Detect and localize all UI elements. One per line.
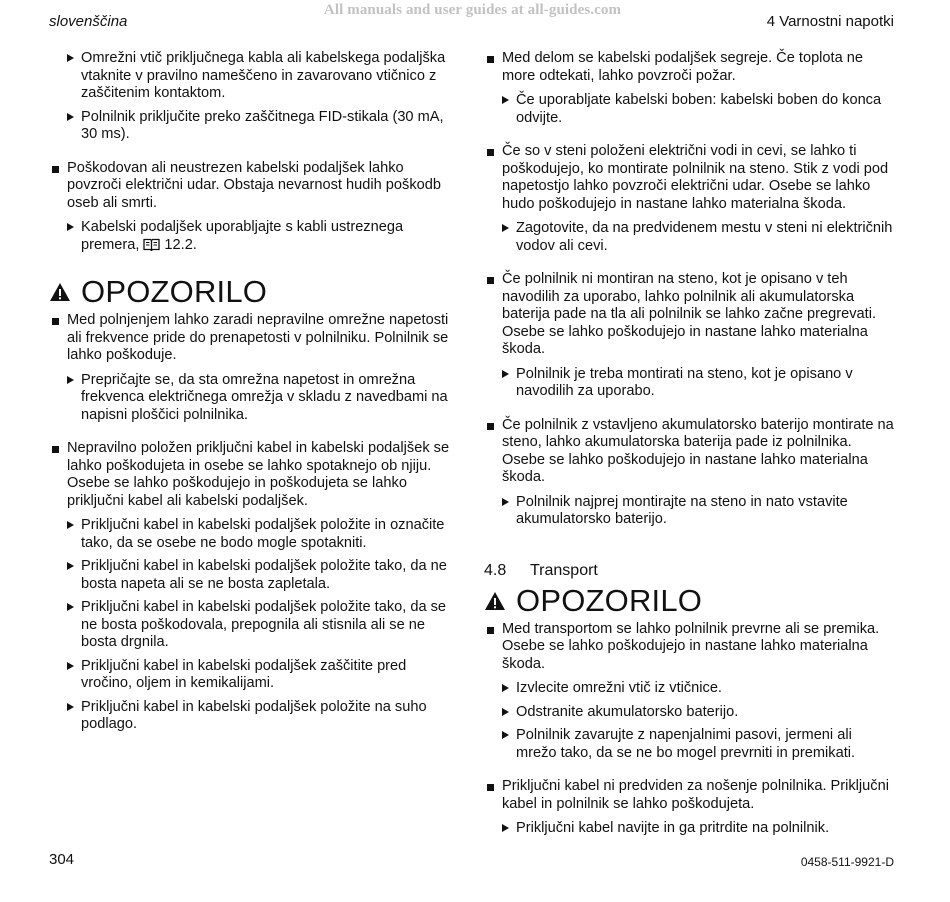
hazard-item: Nepravilno položen priključni kabel in kabelski podaljšek se lahko poškodujeta in osebe se lahko spotaknejo ob njiju. Osebe se lahko poškodujejo in poškodujeta se lahko priključni kabel ali kabelski podaljšek. xyxy=(49,440,459,510)
arrow-icon xyxy=(67,603,74,611)
action-item: Če uporabljate kabelski boben: kabelski boben do konca odvijte. xyxy=(484,92,894,127)
arrow-icon xyxy=(502,96,509,104)
action-item: Priključni kabel navijte in ga pritrdite na polnilnik. xyxy=(484,820,894,838)
header-chapter: 4 Varnostni napotki xyxy=(766,13,894,30)
arrow-icon xyxy=(67,662,74,670)
action-item: Zagotovite, da na predvidenem mestu v steni ni električnih vodov ali cevi. xyxy=(484,220,894,255)
warning-heading: OPOZORILO xyxy=(484,583,894,619)
action-item: Omrežni vtič priključnega kabla ali kabelskega podaljška vtaknite v pravilno nameščeno in zavarovano vtičnico z zaščitenim kontaktom. xyxy=(49,50,459,103)
arrow-icon xyxy=(67,703,74,711)
book-icon xyxy=(143,238,160,251)
arrow-icon xyxy=(502,824,509,832)
action-item: Priključni kabel in kabelski podaljšek položite tako, da ne bosta napeta ali se ne bosta zapletala. xyxy=(49,558,459,593)
header-language: slovenščina xyxy=(49,13,128,30)
hazard-item: Priključni kabel ni predviden za nošenje polnilnika. Priključni kabel in polnilnik se lahko poškodujeta. xyxy=(484,778,894,813)
action-item: Priključni kabel in kabelski podaljšek položite in označite tako, da se osebe ne bodo mogle spotakniti. xyxy=(49,517,459,552)
action-item: Priključni kabel in kabelski podaljšek položite na suho podlago. xyxy=(49,699,459,734)
section-title: Transport xyxy=(530,561,598,579)
action-item: Priključni kabel in kabelski podaljšek zaščitite pred vročino, oljem in kemikalijami. xyxy=(49,658,459,693)
action-item: Prepričajte se, da sta omrežna napetost in omrežna frekvenca električnega omrežja v skladu z navedbami na napisni ploščici polnilnika. xyxy=(49,372,459,425)
arrow-icon xyxy=(67,223,74,231)
action-item: Polnilnik je treba montirati na steno, kot je opisano v navodilih za uporabo. xyxy=(484,366,894,401)
section-number: 4.8 xyxy=(484,561,507,579)
arrow-icon xyxy=(67,376,74,384)
hazard-item: Med polnjenjem lahko zaradi nepravilne omrežne napetosti ali frekvence pride do prenapetosti v polnilniku. Polnilnik se lahko poškoduje. xyxy=(49,312,459,365)
arrow-icon xyxy=(502,684,509,692)
warning-heading: OPOZORILO xyxy=(49,274,459,310)
section-heading xyxy=(484,561,894,581)
action-item: Odstranite akumulatorsko baterijo. xyxy=(484,704,894,722)
arrow-icon xyxy=(502,370,509,378)
arrow-icon xyxy=(67,521,74,529)
watermark: All manuals and user guides at all-guides.com xyxy=(323,2,622,18)
arrow-icon xyxy=(67,113,74,121)
right-column xyxy=(484,50,894,844)
hazard-item: Med transportom se lahko polnilnik prevrne ali se premika. Osebe se lahko poškodujejo in nastane lahko materialna škoda. xyxy=(484,621,894,674)
arrow-icon xyxy=(502,498,509,506)
arrow-icon xyxy=(502,731,509,739)
hazard-item: Če polnilnik ni montiran na steno, kot je opisano v teh navodilih za uporabo, lahko polnilnik ali akumulatorska baterija pade na tla ali polnilnik se lahko začne pregrevati. Osebe se lahko poškodujejo in nastane lahko materialna škoda. xyxy=(484,271,894,359)
action-item: Polnilnik priključite preko zaščitnega FID-stikala (30 mA, 30 ms). xyxy=(49,109,459,144)
left-column xyxy=(49,50,459,740)
warning-triangle-icon xyxy=(484,591,506,611)
hazard-item: Med delom se kabelski podaljšek segreje. Če toplota ne more odtekati, lahko povzroči požar. xyxy=(484,50,894,85)
arrow-icon xyxy=(502,224,509,232)
chapter-reference: 12.2. xyxy=(164,236,197,253)
action-item: Polnilnik najprej montirajte na steno in nato vstavite akumulatorsko baterijo. xyxy=(484,494,894,529)
action-item: Polnilnik zavarujte z napenjalnimi pasovi, jermeni ali mrežo tako, da se ne bo mogel prevrniti in premikati. xyxy=(484,727,894,762)
page-number: 304 xyxy=(49,851,75,868)
hazard-item: Če so v steni položeni električni vodi in cevi, se lahko ti poškodujejo, ko montirate polnilnik na steno. Stik z vodi pod napetostjo lahko povzroči električni udar. Osebe se lahko hudo poškodujejo in nastane lahko materialna škoda. xyxy=(484,143,894,213)
arrow-icon xyxy=(67,562,74,570)
arrow-icon xyxy=(67,54,74,62)
action-item: Kabelski podaljšek uporabljajte s kabli ustreznega premera, 12.2. xyxy=(49,219,459,254)
warning-triangle-icon xyxy=(49,282,71,302)
document-code: 0458-511-9921-D xyxy=(800,855,894,869)
action-item: Priključni kabel in kabelski podaljšek položite tako, da se ne bosta poškodovala, prepognila ali stisnila ali se ne bosta drgnila. xyxy=(49,599,459,652)
hazard-item: Če polnilnik z vstavljeno akumulatorsko baterijo montirate na steno, lahko akumulatorska baterija pade iz polnilnika. Osebe se lahko poškodujejo in nastane lahko materialna škoda. xyxy=(484,417,894,487)
arrow-icon xyxy=(502,708,509,716)
hazard-item: Poškodovan ali neustrezen kabelski podaljšek lahko povzroči električni udar. Obstaja nevarnost hudih poškodb oseb ali smrti. xyxy=(49,160,459,213)
action-item: Izvlecite omrežni vtič iz vtičnice. xyxy=(484,680,894,698)
